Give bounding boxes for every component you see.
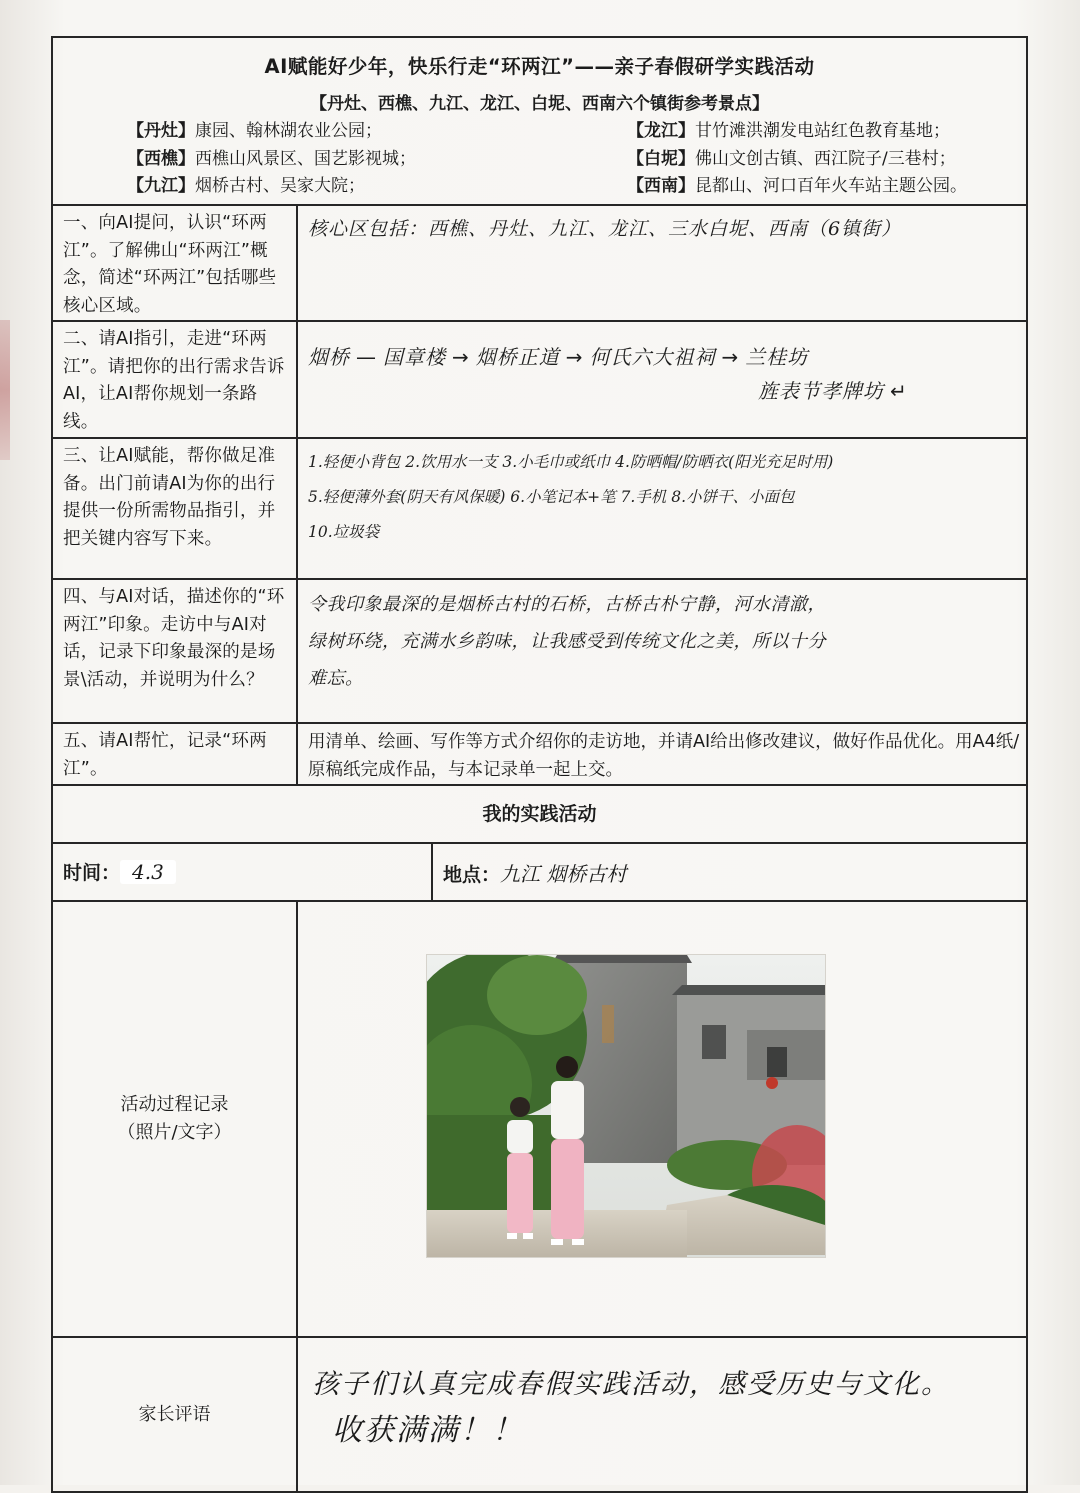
activity-photo	[427, 955, 825, 1257]
form-title: AI赋能好少年，快乐行走“环两江”——亲子春假研学实践活动	[264, 55, 815, 78]
village-photo-image	[427, 955, 825, 1257]
task-3-items: 1.轻便小背包 2.饮用水一支 3.小毛巾或纸巾 4.防晒帽/防晒衣(阳光充足时用) 5.轻便薄外套(阴天有风保暖) 6.小笔记本+笔 7.手机 8.小饼干、小面包 10.垃圾袋	[297, 438, 1027, 579]
task-4-impression: 令我印象最深的是烟桥古村的石桥，古桥古朴宁静，河水清澈， 绿树环绕，充满水乡韵味，让我感受到传统文化之美，所以十分 难忘。	[297, 579, 1027, 723]
task-1-answer: 核心区包括：西樵、丹灶、九江、龙江、三水白坭、西南（6镇街）	[297, 205, 1027, 321]
spot-xinan: 【西南】昆都山、河口百年火车站主题公园。	[627, 176, 967, 196]
task-4-prompt: 四、与AI对话，描述你的“环两江”印象。走访中与AI对话，记录下印象最深的是场景\活动，并说明为什么？	[52, 579, 297, 723]
practice-section-header: 我的实践活动	[52, 785, 1027, 843]
practice-time-value: 4.3	[132, 860, 164, 884]
task-3-prompt: 三、让AI赋能，帮你做足准备。出门前请AI为你的出行提供一份所需物品指引，并把关键内容写下来。	[52, 438, 297, 579]
spot-baini: 【白坭】佛山文创古镇、西江院子/三巷村；	[627, 148, 956, 169]
parent-comment-cell: 孩子们认真完成春假实践活动，感受历史与文化。 收获满满！！	[297, 1337, 1027, 1492]
spot-jiujiang: 【九江】烟桥古村、吴家大院；	[127, 176, 365, 196]
task-2-prompt: 二、请AI指引，走进“环两江”。请把你的出行需求告诉AI，让AI帮你规划一条路线。	[52, 321, 297, 438]
activity-record-form	[51, 36, 1028, 1493]
spot-danzao: 【丹灶】康园、翰林湖农业公园；	[127, 121, 382, 141]
practice-time-cell: 时间： 4.3	[52, 843, 432, 901]
page-edge-shadow	[0, 320, 10, 460]
parent-comment-label-cell: 家长评语	[52, 1337, 297, 1492]
task-5-prompt: 五、请AI帮忙，记录“环两江”。	[52, 723, 297, 785]
practice-place-cell: 地点：九江 烟桥古村	[432, 843, 1027, 901]
practice-place-value: 九江 烟桥古村	[500, 862, 627, 886]
task-2-route: 烟桥 — 国章楼 → 烟桥正道 → 何氏六大祖祠 → 兰桂坊 旌表节孝牌坊 ↵	[297, 321, 1027, 438]
task-5-instruction: 用清单、绘画、写作等方式介绍你的走访地，并请AI给出修改建议，做好作品优化。用A4纸/原稿纸完成作品，与本记录单一起上交。	[297, 723, 1027, 785]
reference-spots	[53, 118, 1026, 201]
child-right-figure	[551, 1056, 584, 1245]
spot-xiqiao: 【西樵】西樵山风景区、国艺影视城；	[127, 148, 416, 169]
form-header	[52, 37, 1027, 205]
task-1-prompt: 一、向AI提问，认识“环两江”。了解佛山“环两江”概念，简述“环两江”包括哪些核心区域。	[52, 205, 297, 321]
spot-longjiang: 【龙江】甘竹滩洪潮发电站红色教育基地；	[627, 121, 950, 141]
activity-record-label-cell: 活动过程记录 （照片/文字）	[52, 901, 297, 1337]
form-subtitle: 【丹灶、西樵、九江、龙江、白坭、西南六个镇街参考景点】	[310, 94, 769, 114]
